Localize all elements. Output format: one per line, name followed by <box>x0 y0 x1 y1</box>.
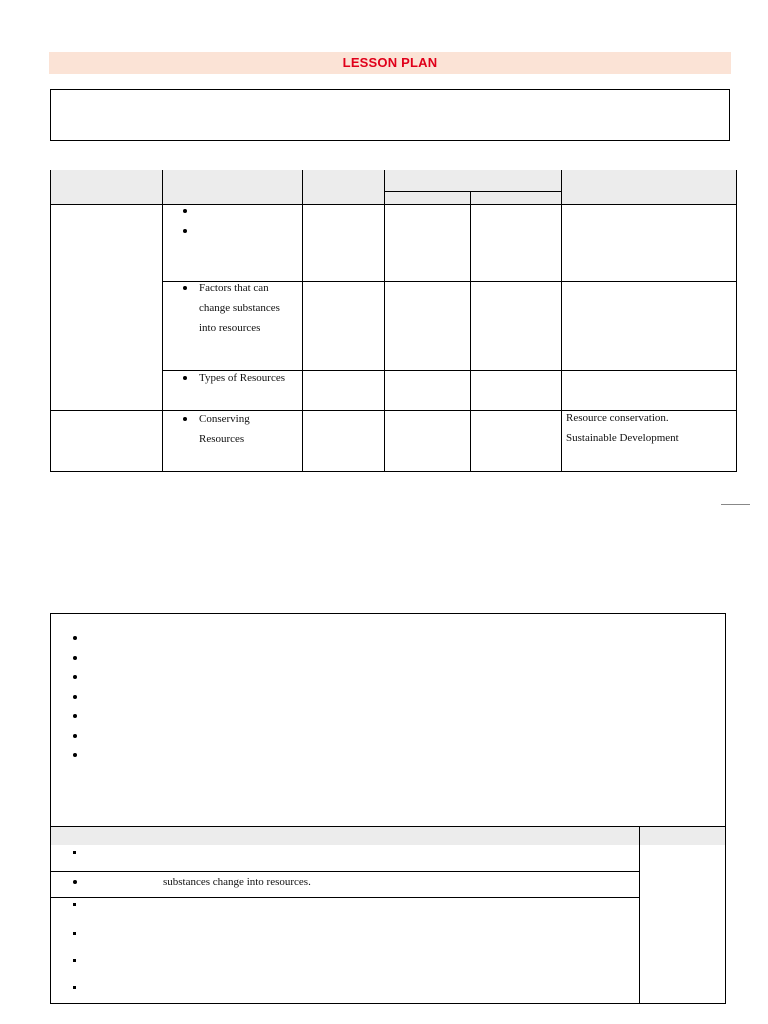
row3-bullet <box>183 376 187 380</box>
activity-square-bullet-6 <box>73 986 76 989</box>
remark-resource-conservation: Resource conservation. <box>566 412 669 424</box>
objective-bullet-6 <box>73 734 77 738</box>
topic-conserving-resources: Conserving Resources <box>199 413 250 445</box>
objective-bullet-2 <box>73 656 77 660</box>
topic-types-of-resources: Types of Resources <box>199 372 285 384</box>
row1-bullet-2 <box>183 229 187 233</box>
schedule-table-header <box>50 170 736 204</box>
topic-factors: Factors that can change substances into resources <box>199 282 280 334</box>
activity-row-2-text: substances change into resources. <box>163 876 311 888</box>
remark-sustainable-development: Sustainable Development <box>566 432 679 444</box>
objective-bullet-3 <box>73 675 77 679</box>
activity-bullet-2 <box>73 880 77 884</box>
activity-square-bullet-1 <box>73 851 76 854</box>
objective-bullet-4 <box>73 695 77 699</box>
objective-bullet-7 <box>73 753 77 757</box>
row4-bullet <box>183 417 187 421</box>
activity-square-bullet-3 <box>73 903 76 906</box>
activity-square-bullet-5 <box>73 959 76 962</box>
activities-header <box>51 827 725 845</box>
lesson-plan-title-band <box>49 52 731 74</box>
row2-bullet <box>183 286 187 290</box>
divider-mark <box>721 504 750 505</box>
lesson-plan-title: LESSON PLAN <box>342 55 438 70</box>
lesson-info-box <box>50 89 730 141</box>
activity-square-bullet-4 <box>73 932 76 935</box>
row1-bullet-1 <box>183 209 187 213</box>
objective-bullet-1 <box>73 636 77 640</box>
objective-bullet-5 <box>73 714 77 718</box>
